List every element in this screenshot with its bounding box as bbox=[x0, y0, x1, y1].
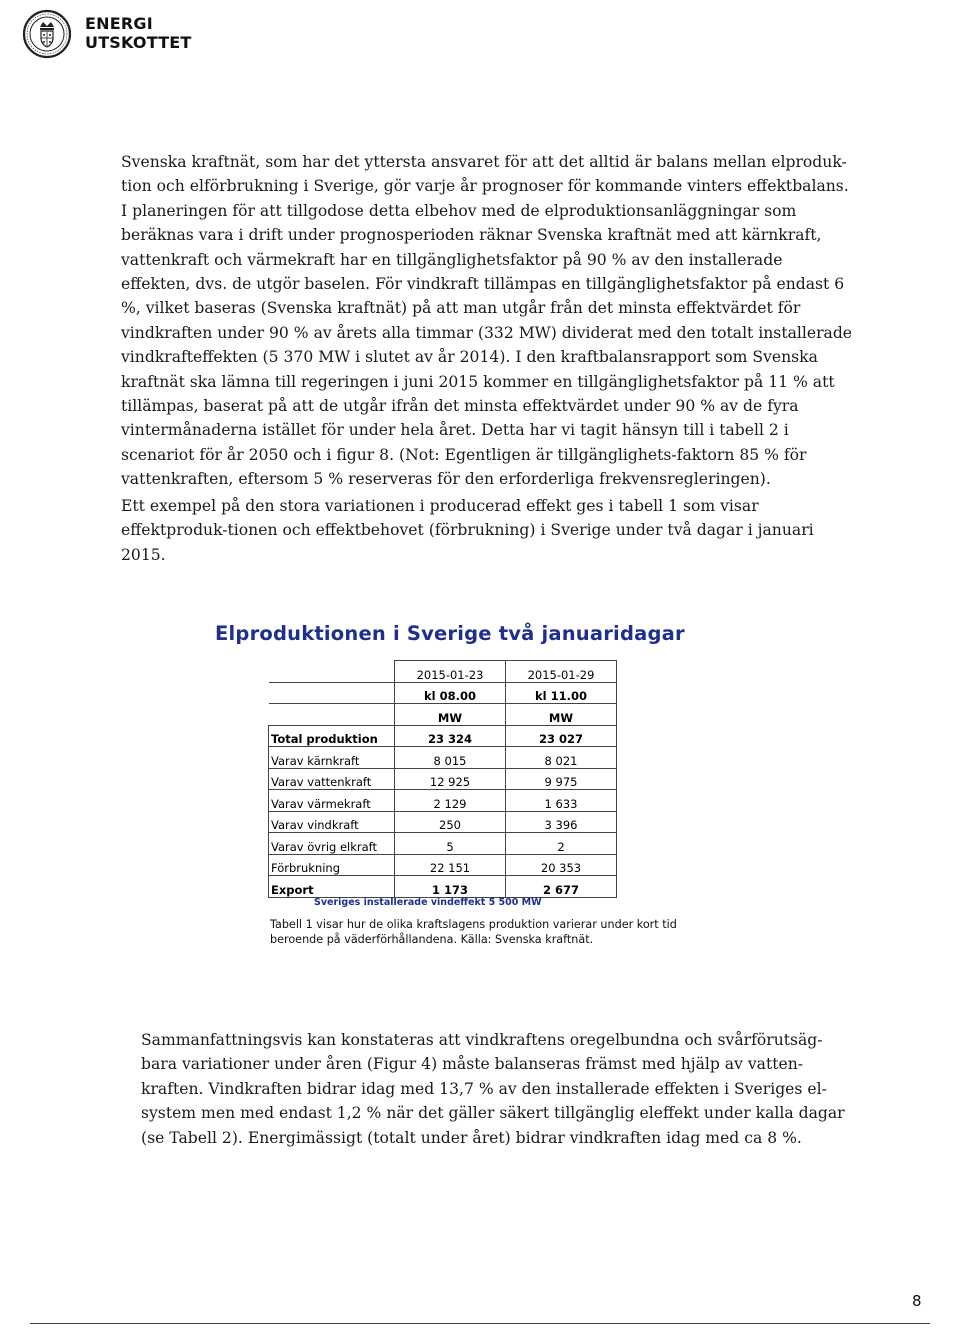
table-header-blank bbox=[269, 682, 395, 704]
org-name-line1: ENERGI bbox=[85, 14, 153, 33]
table-title: Elproduktionen i Sverige två januaridagar bbox=[215, 622, 685, 645]
row-value-1: 22 151 bbox=[395, 854, 506, 876]
row-value-1: 23 324 bbox=[395, 725, 506, 747]
row-value-2: 23 027 bbox=[506, 725, 617, 747]
body-paragraph-1: Svenska kraftnät, som har det yttersta ansvaret för att det alltid är balans mellan elproduk-tion och elförbrukning i Sverige, gör varje år prognoser för kommande vinters effektbalans. I planeringen för att tillgodose detta elbehov med de elproduktionsanläggningar som beräknas vara i drift under prognosperioden räknar Svenska kraftnät med att kärnkraft, vattenkraft och värmekraft har en tillgänglighetsfaktor på 90 % av den installerade effekten, dvs. de utgör baselen. För vindkraft tillämpas en tillgänglighetsfaktor på endast 6 %, vilket baseras (Svenska kraftnät) på att man utgår från det minsta effektvärdet för vindkraften under 90 % av årets alla timmar (332 MW) dividerat med den totalt installerade vindkrafteffekten (5 370 MW i slutet av år 2014). I den kraftbalansrapport som Svenska kraftnät ska lämna till regeringen i juni 2015 kommer en tillgänglighetsfaktor på 11 % att tillämpas, baserat på att de utgår ifrån det minsta effektvärdet under 90 % av de fyra vintermånaderna istället för under hela året. Detta har vi tagit hänsyn till i tabell 2 i scenariot för år 2050 och i figur 8. (Not: Egentligen är tillgänglighets-faktorn 85 % för vattenkraften, eftersom 5 % reserveras för den erforderliga frekvensregleringen). bbox=[121, 153, 853, 489]
row-label: Export bbox=[269, 876, 395, 898]
row-value-1: 12 925 bbox=[395, 768, 506, 790]
table-header-unit-1: MW bbox=[395, 704, 506, 726]
row-value-1: 250 bbox=[395, 811, 506, 833]
row-value-1: 2 129 bbox=[395, 790, 506, 812]
row-value-2: 20 353 bbox=[506, 854, 617, 876]
table-header-date-1: 2015-01-23 bbox=[395, 661, 506, 683]
row-value-1: 5 bbox=[395, 833, 506, 855]
row-value-1: 1 173 bbox=[395, 876, 506, 898]
org-name-line2: UTSKOTTET bbox=[85, 33, 192, 52]
row-label: Varav vattenkraft bbox=[269, 768, 395, 790]
table-header-row bbox=[269, 682, 617, 704]
table-header-time-2: kl 11.00 bbox=[506, 682, 617, 704]
table-header-blank bbox=[269, 661, 395, 683]
org-name bbox=[85, 14, 192, 52]
row-value-2: 8 021 bbox=[506, 747, 617, 769]
table-header-row bbox=[269, 704, 617, 726]
installed-capacity-note: Sveriges installerade vindeffekt 5 500 MW bbox=[314, 897, 542, 908]
body-paragraph-3: Sammanfattningsvis kan konstateras att vindkraftens oregelbundna och svårförutsäg-bara variationer under åren (Figur 4) måste balanseras främst med hjälp av vatten-kraften. Vindkraften bidrar idag med 13,7 % av den installerade effekten i Sveriges el-system men med endast 1,2 % när det gäller säkert tillgänglig eleffekt under kalla dagar (se Tabell 2). Energimässigt (totalt under året) bidrar vindkraften idag med ca 8 %. bbox=[141, 1031, 845, 1147]
table-header-time-1: kl 08.00 bbox=[395, 682, 506, 704]
table-row bbox=[269, 876, 617, 898]
row-value-2: 9 975 bbox=[506, 768, 617, 790]
table-row bbox=[269, 790, 617, 812]
row-value-2: 1 633 bbox=[506, 790, 617, 812]
table-header-date-2: 2015-01-29 bbox=[506, 661, 617, 683]
production-table bbox=[268, 660, 617, 898]
table-header-blank bbox=[269, 704, 395, 726]
footer-divider bbox=[30, 1323, 930, 1324]
table-row bbox=[269, 725, 617, 747]
row-value-2: 3 396 bbox=[506, 811, 617, 833]
table-header-row bbox=[269, 661, 617, 683]
row-label: Varav kärnkraft bbox=[269, 747, 395, 769]
table-row bbox=[269, 811, 617, 833]
row-value-2: 2 bbox=[506, 833, 617, 855]
row-label: Total produktion bbox=[269, 725, 395, 747]
table-row bbox=[269, 833, 617, 855]
table-row bbox=[269, 768, 617, 790]
row-value-2: 2 677 bbox=[506, 876, 617, 898]
row-value-1: 8 015 bbox=[395, 747, 506, 769]
table-header-unit-2: MW bbox=[506, 704, 617, 726]
body-paragraph-2: Ett exempel på den stora variationen i producerad effekt ges i tabell 1 som visar effektproduk-tionen och effektbehovet (förbrukning) i Sverige under två dagar i januari 2015. bbox=[121, 497, 814, 564]
academy-seal-logo bbox=[22, 5, 72, 63]
row-label: Varav värmekraft bbox=[269, 790, 395, 812]
table-row bbox=[269, 854, 617, 876]
page-number: 8 bbox=[912, 1292, 922, 1310]
table-row bbox=[269, 747, 617, 769]
row-label: Varav övrig elkraft bbox=[269, 833, 395, 855]
table-caption: Tabell 1 visar hur de olika kraftslagens produktion varierar under kort tid beroende på väderförhållandena. Källa: Svenska kraftnät. bbox=[270, 918, 677, 946]
row-label: Varav vindkraft bbox=[269, 811, 395, 833]
row-label: Förbrukning bbox=[269, 854, 395, 876]
